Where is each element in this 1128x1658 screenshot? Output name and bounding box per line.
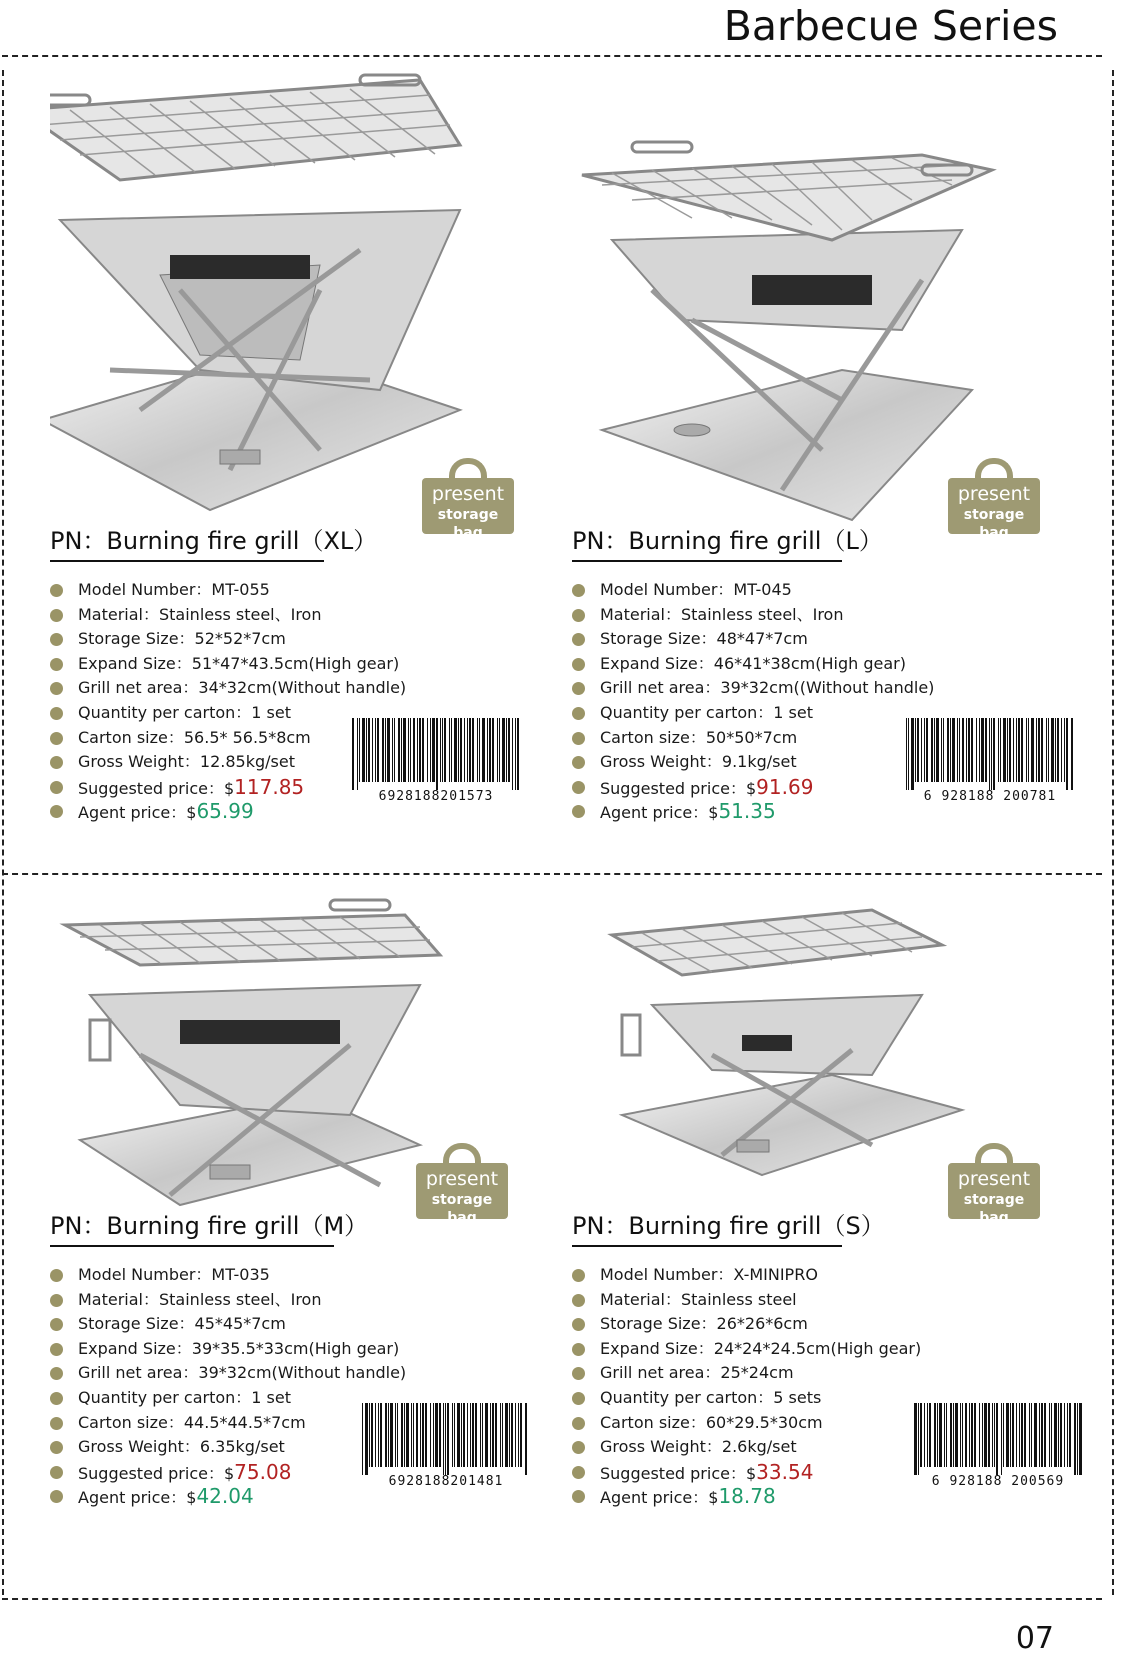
suggested-price-label: Suggested price：$ (600, 1463, 757, 1483)
spec-text: Model Number：MT-055 (78, 580, 270, 599)
spec-text: Expand Size：51*47*43.5cm(High gear) (78, 653, 400, 673)
barcode-bars (912, 1403, 1084, 1475)
spec-item (50, 1361, 406, 1386)
spec-item (572, 578, 934, 603)
bullet-dot-icon (572, 658, 585, 671)
bullet-dot-icon (572, 633, 585, 646)
bullet-dot-icon (50, 584, 63, 597)
bullet-dot-icon (572, 1294, 585, 1307)
spec-text: Storage Size：52*52*7cm (78, 629, 286, 649)
spec-list (50, 1263, 406, 1509)
spec-item (572, 1386, 921, 1411)
spec-item (50, 578, 406, 603)
spec-text: Gross Weight：12.85kg/set (78, 752, 295, 772)
spec-text: Expand Size：24*24*24.5cm(High gear) (600, 1338, 922, 1358)
spec-item (572, 750, 934, 775)
spec-text: Gross Weight：9.1kg/set (600, 752, 797, 772)
bullet-dot-icon (572, 1392, 585, 1405)
spec-item (572, 652, 934, 677)
agent-price-item (572, 799, 934, 824)
spec-text: Gross Weight：6.35kg/set (78, 1437, 285, 1457)
spec-item (50, 1312, 406, 1337)
bullet-dot-icon (50, 707, 63, 720)
spec-item (50, 603, 406, 628)
spec-text: Quantity per carton：1 set (600, 702, 813, 722)
frame-top-divider (2, 55, 1102, 57)
agent-price-value: 51.35 (718, 799, 776, 824)
spec-item (572, 726, 934, 751)
bullet-dot-icon (572, 1417, 585, 1430)
bullet-dot-icon (50, 1269, 63, 1282)
badge-body (948, 1163, 1040, 1226)
badge-present-label: present (425, 1168, 499, 1190)
spec-text: Expand Size：46*41*38cm(High gear) (600, 653, 906, 673)
barcode (912, 1403, 1084, 1493)
frame-middle-divider (2, 873, 1102, 875)
spec-item (50, 1386, 406, 1411)
barcode-bars (360, 1403, 532, 1475)
spec-text: Grill net area：39*32cm(Without handle) (78, 1363, 407, 1383)
spec-text: Storage Size：26*26*6cm (600, 1314, 808, 1334)
storage-bag-badge (416, 1143, 508, 1226)
agent-price-label: Agent price：$ (600, 1488, 719, 1508)
badge-present-label: present (957, 1168, 1031, 1190)
spec-text: Carton size：50*50*7cm (600, 727, 798, 747)
bullet-dot-icon (50, 1318, 63, 1331)
barcode-digits: 6 928188 200781 (923, 789, 1057, 804)
spec-text: Quantity per carton：5 sets (600, 1387, 822, 1407)
agent-price-item (572, 1484, 921, 1509)
bullet-dot-icon (572, 609, 585, 622)
spec-text: Storage Size：48*47*7cm (600, 629, 808, 649)
bullet-dot-icon (50, 682, 63, 695)
storage-bag-badge (948, 1143, 1040, 1226)
badge-body (948, 478, 1040, 541)
spec-text: Model Number：MT-045 (600, 580, 792, 599)
spec-list (572, 578, 934, 824)
spec-text: Gross Weight：2.6kg/set (600, 1437, 797, 1457)
product-title: PN：Burning fire grill（L） (572, 524, 842, 562)
bullet-dot-icon (50, 1294, 63, 1307)
bullet-dot-icon (572, 756, 585, 769)
barcode-digits: 6928188201481 (388, 1474, 504, 1489)
suggested-price-value: 75.08 (234, 1459, 292, 1484)
bullet-dot-icon (572, 805, 585, 818)
bullet-dot-icon (50, 1392, 63, 1405)
bullet-dot-icon (572, 781, 585, 794)
spec-text: Grill net area：39*32cm((Without handle) (600, 678, 935, 698)
spec-item (50, 627, 406, 652)
spec-item (572, 1337, 921, 1362)
bullet-dot-icon (50, 1367, 63, 1380)
spec-text: Expand Size：39*35.5*33cm(High gear) (78, 1338, 400, 1358)
storage-bag-badge (422, 458, 514, 541)
suggested-price-label: Suggested price：$ (78, 1463, 235, 1483)
badge-body (416, 1163, 508, 1226)
suggested-price-value: 117.85 (234, 774, 305, 799)
bullet-dot-icon (50, 1441, 63, 1454)
badge-present-label: present (431, 483, 505, 505)
badge-storage-bag-label: storage bag (963, 1192, 1025, 1226)
spec-item (572, 1435, 921, 1460)
bullet-dot-icon (572, 1441, 585, 1454)
spec-text: Carton size：44.5*44.5*7cm (78, 1412, 306, 1432)
bullet-dot-icon (50, 732, 63, 745)
agent-price-label: Agent price：$ (78, 803, 197, 823)
spec-text: Model Number：MT-035 (78, 1265, 270, 1284)
spec-text: Material：Stainless steel、Iron (600, 604, 844, 624)
product-title: PN：Burning fire grill（S） (572, 1209, 842, 1247)
suggested-price-value: 33.54 (756, 1459, 814, 1484)
spec-item (572, 627, 934, 652)
spec-item (572, 603, 934, 628)
spec-text: Quantity per carton：1 set (78, 702, 291, 722)
bullet-dot-icon (50, 633, 63, 646)
bullet-dot-icon (572, 1343, 585, 1356)
spec-text: Grill net area：25*24cm (600, 1363, 794, 1383)
bullet-dot-icon (50, 1417, 63, 1430)
spec-text: Material：Stainless steel、Iron (78, 1289, 322, 1309)
spec-text: Quantity per carton：1 set (78, 1387, 291, 1407)
bullet-dot-icon (572, 732, 585, 745)
page-title: Barbecue Series (723, 2, 1058, 50)
frame-left-border (2, 70, 4, 1595)
spec-text: Carton size：56.5* 56.5*8cm (78, 727, 311, 747)
spec-item (572, 1263, 921, 1288)
barcode-bars (904, 718, 1076, 790)
bullet-dot-icon (572, 1318, 585, 1331)
spec-item (50, 652, 406, 677)
barcode (360, 1403, 532, 1493)
agent-price-value: 65.99 (196, 799, 254, 824)
barcode-digits: 6 928188 200569 (931, 1474, 1065, 1489)
spec-item (50, 1337, 406, 1362)
spec-item (50, 676, 406, 701)
product-title: PN：Burning fire grill（M） (50, 1209, 334, 1247)
bullet-dot-icon (572, 1490, 585, 1503)
bullet-dot-icon (572, 1269, 585, 1282)
product-card-s (572, 885, 1112, 1658)
bullet-dot-icon (572, 682, 585, 695)
barcode-digits: 6928188201573 (378, 789, 494, 804)
barcode (350, 718, 522, 808)
bullet-dot-icon (50, 805, 63, 818)
spec-item (50, 1411, 406, 1436)
bullet-dot-icon (50, 1490, 63, 1503)
spec-item (572, 1411, 921, 1436)
spec-item (50, 1435, 406, 1460)
badge-storage-bag-label: storage bag (963, 507, 1025, 541)
spec-item (50, 1288, 406, 1313)
bullet-dot-icon (572, 1367, 585, 1380)
page-number: 07 (1015, 1621, 1054, 1656)
product-title: PN：Burning fire grill（XL） (50, 524, 324, 562)
product-card-l (572, 70, 1112, 870)
badge-storage-bag-label: storage bag (437, 507, 499, 541)
bullet-dot-icon (572, 707, 585, 720)
suggested-price-label: Suggested price：$ (78, 778, 235, 798)
suggested-price-item (50, 1460, 406, 1485)
bullet-dot-icon (50, 781, 63, 794)
spec-text: Carton size：60*29.5*30cm (600, 1412, 823, 1432)
agent-price-item (50, 1484, 406, 1509)
product-card-xl (50, 70, 590, 870)
spec-text: Grill net area：34*32cm(Without handle) (78, 678, 407, 698)
bullet-dot-icon (50, 609, 63, 622)
suggested-price-label: Suggested price：$ (600, 778, 757, 798)
spec-item (50, 1263, 406, 1288)
suggested-price-item (572, 775, 934, 800)
bullet-dot-icon (50, 1466, 63, 1479)
barcode-bars (350, 718, 522, 790)
spec-item (572, 676, 934, 701)
agent-price-value: 42.04 (196, 1484, 254, 1509)
suggested-price-item (572, 1460, 921, 1485)
spec-item (572, 1288, 921, 1313)
badge-body (422, 478, 514, 541)
bullet-dot-icon (572, 1466, 585, 1479)
suggested-price-value: 91.69 (756, 774, 814, 799)
frame-right-border (1112, 70, 1114, 1595)
spec-text: Material：Stainless steel、Iron (78, 604, 322, 624)
agent-price-label: Agent price：$ (600, 803, 719, 823)
badge-storage-bag-label: storage bag (431, 1192, 493, 1226)
bullet-dot-icon (50, 658, 63, 671)
spec-text: Storage Size：45*45*7cm (78, 1314, 286, 1334)
bullet-dot-icon (572, 584, 585, 597)
bullet-dot-icon (50, 756, 63, 769)
badge-present-label: present (957, 483, 1031, 505)
spec-list (572, 1263, 921, 1509)
spec-item (572, 1361, 921, 1386)
spec-text: Model Number：X-MINIPRO (600, 1265, 818, 1284)
agent-price-label: Agent price：$ (78, 1488, 197, 1508)
spec-item (572, 701, 934, 726)
agent-price-value: 18.78 (718, 1484, 776, 1509)
storage-bag-badge (948, 458, 1040, 541)
product-card-m (50, 885, 590, 1658)
spec-text: Material：Stainless steel (600, 1289, 797, 1309)
barcode (904, 718, 1076, 808)
spec-item (572, 1312, 921, 1337)
bullet-dot-icon (50, 1343, 63, 1356)
